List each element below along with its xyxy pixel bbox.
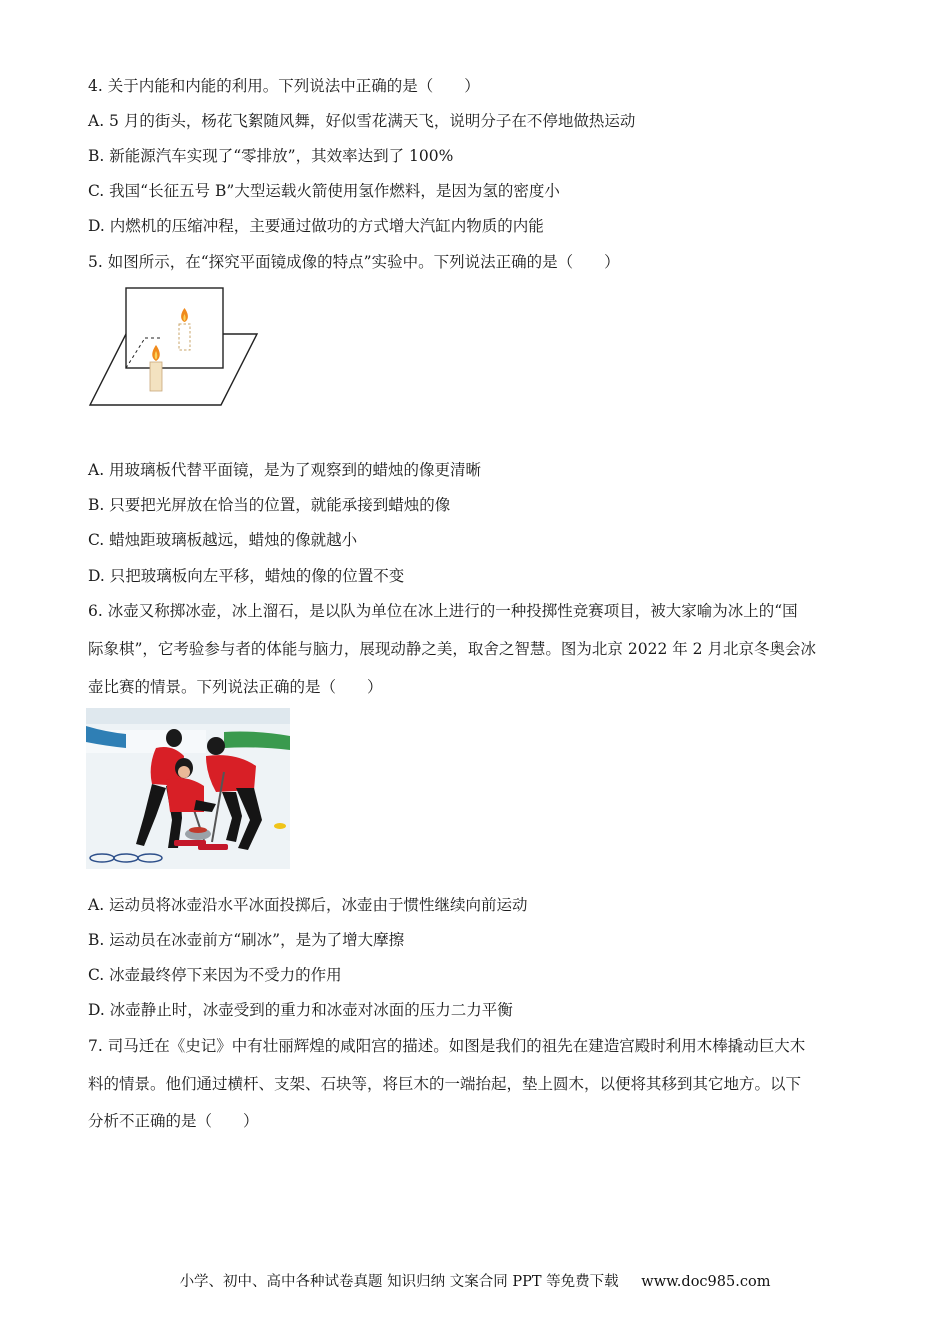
candle [150, 362, 162, 391]
glass-plate [126, 288, 223, 368]
q7-stem-line1: 7. 司马迁在《史记》中有壮丽辉煌的咸阳宫的描述。如图是我们的祖先在建造宫殿时利用木棒撬动巨大木 [88, 1037, 806, 1055]
plane-mirror-experiment-figure [86, 284, 262, 410]
q4-option-b: B. 新能源汽车实现了“零排放”，其效率达到了 100% [88, 147, 454, 165]
q6-option-a: A. 运动员将冰壶沿水平冰面投掷后，冰壶由于惯性继续向前运动 [88, 896, 528, 914]
footer-text: 小学、初中、高中各种试卷真题 知识归纳 文案合同 PPT 等免费下载 [179, 1274, 619, 1290]
q5-option-a: A. 用玻璃板代替平面镜，是为了观察到的蜡烛的像更清晰 [88, 461, 482, 479]
q6-stem-line2: 际象棋”，它考验参与者的体能与脑力，展现动静之美，取舍之智慧。图为北京 2022 年 2 月北京冬奥会冰 [88, 640, 816, 658]
q4-option-c: C. 我国“长征五号 B”大型运载火箭使用氢作燃料，是因为氢的密度小 [88, 182, 560, 200]
q7-stem-line2: 料的情景。他们通过横杆、支架、石块等，将巨木的一端抬起，垫上圆木，以便将其移到其它地方。以下 [88, 1075, 802, 1093]
q4-stem: 4. 关于内能和内能的利用。下列说法中正确的是（ ） [88, 77, 480, 95]
q7-stem-line3: 分析不正确的是（ ） [88, 1112, 259, 1130]
curling-photo [86, 708, 290, 869]
q4-option-d: D. 内燃机的压缩冲程，主要通过做功的方式增大汽缸内物质的内能 [88, 217, 544, 235]
q5-option-c: C. 蜡烛距玻璃板越远，蜡烛的像就越小 [88, 531, 358, 549]
q4-option-a: A. 5 月的街头，杨花飞絮随风舞，好似雪花满天飞，说明分子在不停地做热运动 [88, 112, 636, 130]
footer-url-link[interactable]: www.doc985.com [641, 1274, 771, 1290]
q5-stem: 5. 如图所示，在“探究平面镜成像的特点”实验中。下列说法正确的是（ ） [88, 253, 620, 271]
q6-stem-line1: 6. 冰壶又称掷冰壶，冰上溜石，是以队为单位在冰上进行的一种投掷性竞赛项目，被大家喻为冰上的“国 [88, 602, 798, 620]
q6-stem-line3: 壶比赛的情景。下列说法正确的是（ ） [88, 678, 383, 696]
q5-option-b: B. 只要把光屏放在恰当的位置，就能承接到蜡烛的像 [88, 496, 451, 514]
q5-option-d: D. 只把玻璃板向左平移，蜡烛的像的位置不变 [88, 567, 405, 585]
q6-option-c: C. 冰壶最终停下来因为不受力的作用 [88, 966, 342, 984]
page-footer [0, 1270, 950, 1291]
q6-option-d: D. 冰壶静止时，冰壶受到的重力和冰壶对冰面的压力二力平衡 [88, 1001, 513, 1019]
q6-option-b: B. 运动员在冰壶前方“刷冰”，是为了增大摩擦 [88, 931, 405, 949]
